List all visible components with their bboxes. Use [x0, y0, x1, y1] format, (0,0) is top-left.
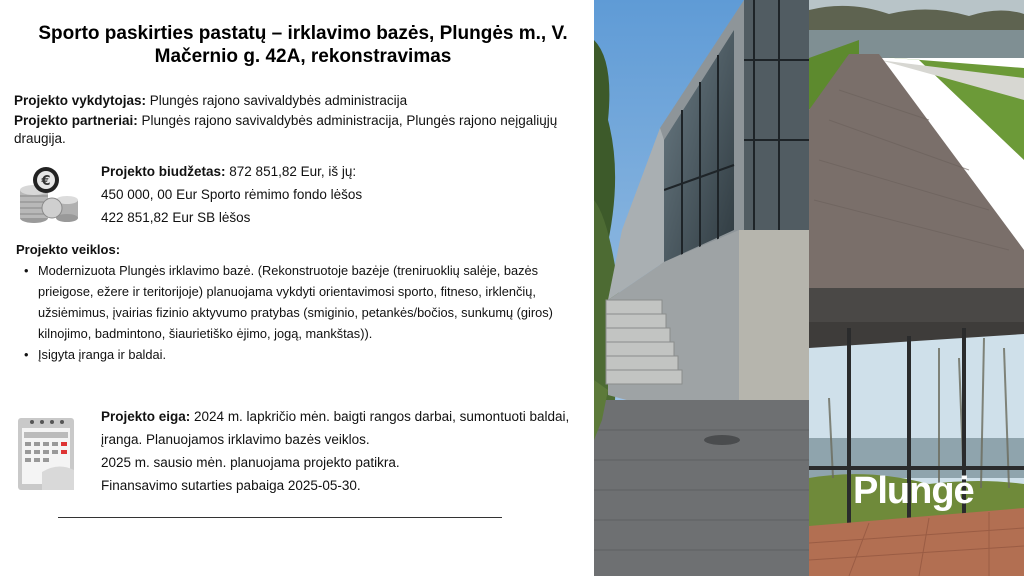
executor-value: Plungės rajono savivaldybės administracija: [146, 93, 408, 108]
calendar-icon: [12, 414, 80, 494]
progress-label: Projekto eiga:: [101, 409, 191, 424]
page-title: Sporto paskirties pastatų – irklavimo bazės, Plungės m., V. Mačernio g. 42A, rekonstravimas: [38, 23, 568, 67]
partners-value: Plungės rajono savivaldybės administracija, Plungės rajono neįgaliųjų draugija.: [14, 113, 558, 146]
progress-line-2: 2025 m. sausio mėn. planuojama projekto patikra.: [101, 455, 400, 470]
budget-line-2: 422 851,82 Eur SB lėšos: [101, 210, 251, 225]
divider: [58, 517, 502, 518]
lake-path-photo: [809, 0, 1024, 288]
interior-photo: [809, 288, 1024, 576]
budget-value: 872 851,82 Eur, iš jų:: [225, 164, 357, 179]
progress-value: 2024 m. lapkričio mėn. baigti rangos darbai, sumontuoti baldai, įranga. Planuojamos irklavimo bazės veiklos.: [101, 409, 570, 447]
budget-label: Projekto biudžetas:: [101, 164, 226, 179]
list-item: • Įsigyta įranga ir baldai.: [22, 344, 577, 365]
activities-list: [22, 260, 577, 365]
progress-line-3: Finansavimo sutarties pabaiga 2025-05-30.: [101, 478, 361, 493]
budget-block: [101, 160, 362, 229]
partners-label: Projekto partneriai:: [14, 113, 138, 128]
executor-line: [14, 92, 407, 110]
svg-text:€: €: [41, 174, 51, 189]
plunge-logo: Plungė: [853, 470, 974, 512]
coins-icon: [12, 160, 82, 228]
executor-label: Projekto vykdytojas:: [14, 93, 147, 108]
budget-line: [101, 160, 362, 183]
building-photo: [594, 0, 809, 576]
progress-block: [101, 405, 581, 497]
budget-line-1: 450 000, 00 Eur Sporto rėmimo fondo lėšos: [101, 187, 363, 202]
activities-heading: Projekto veiklos:: [16, 242, 121, 257]
list-item: • Modernizuota Plungės irklavimo bazė. (Rekonstruotoje bazėje (treniruoklių salėje, bazės prieigose, ežere ir teritorijoje) planuojama vykdyti orientavimosi sporto, fitneso, irklenčių, užsiėmimus, įvairias fizinio aktyvumo pratybas (smiginio, petankės/bočios, sunkumų (giros) kilnojimo, badmintono, šiaurietiško ėjimo, jogą, mankštas)).: [22, 260, 577, 344]
progress-line-1: [101, 405, 581, 451]
partners-line: [14, 112, 574, 148]
